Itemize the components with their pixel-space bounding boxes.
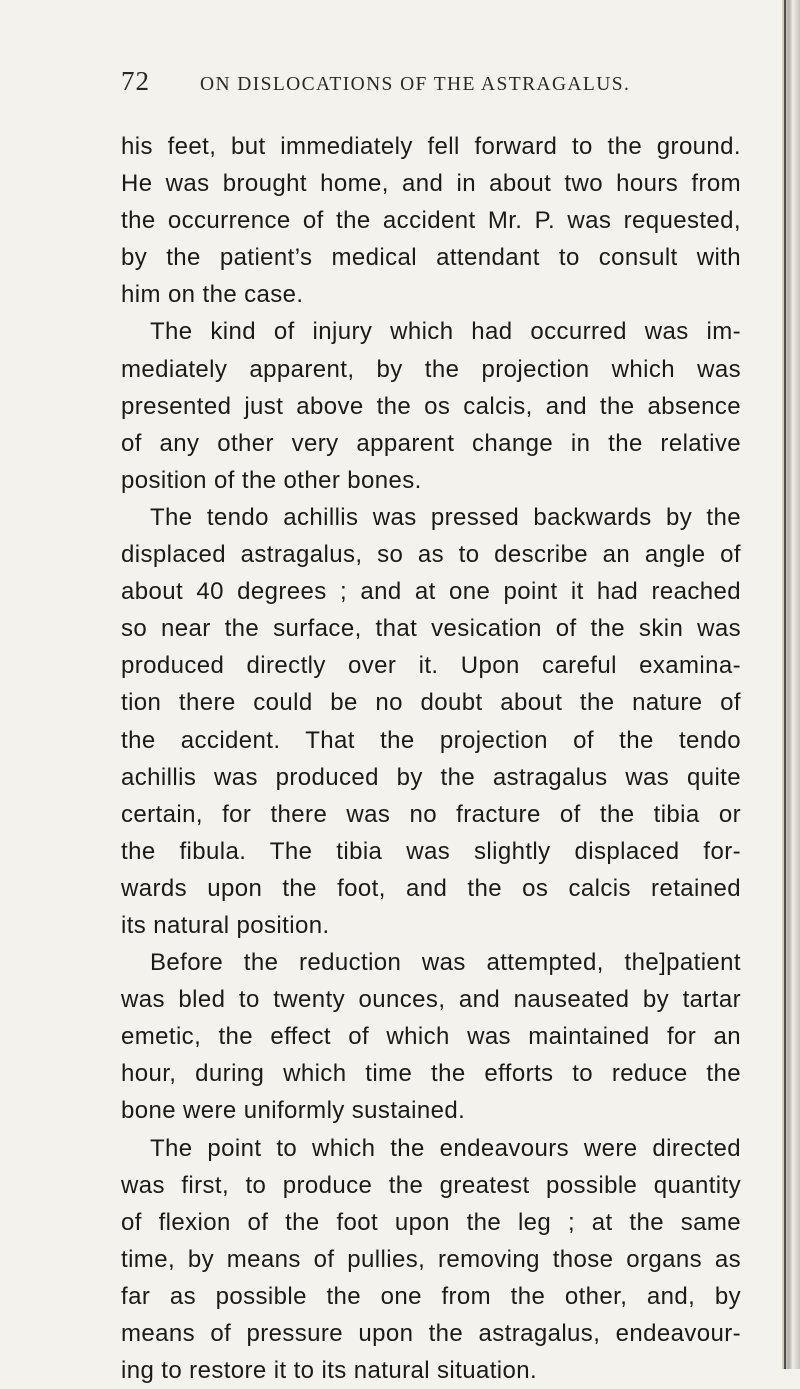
text-line: of any other very apparent change in the relative bbox=[121, 429, 741, 457]
paragraph-start: The point to which the endeavours were directed bbox=[150, 1134, 741, 1162]
text-line: mediately apparent, by the projection which was bbox=[121, 355, 741, 383]
text-line: him on the case. bbox=[121, 281, 304, 309]
text-line: the occurrence of the accident Mr. P. was requested, bbox=[121, 207, 741, 235]
text-line: position of the other bones. bbox=[121, 466, 422, 494]
text-line: of flexion of the foot upon the leg ; at the same bbox=[121, 1208, 741, 1236]
text-line: its natural position. bbox=[121, 911, 330, 939]
text-line: the accident. That the projection of the tendo bbox=[121, 726, 741, 754]
binding-shadow-line bbox=[784, 0, 786, 1369]
paragraph-start: The kind of injury which had occurred was im- bbox=[150, 318, 741, 346]
running-title: ON DISLOCATIONS OF THE ASTRAGALUS. bbox=[200, 74, 631, 95]
text-line: the fibula. The tibia was slightly displaced for- bbox=[121, 837, 741, 865]
page-binding-edge bbox=[782, 0, 800, 1369]
text-line: tion there could be no doubt about the nature of bbox=[121, 689, 741, 717]
text-line: wards upon the foot, and the os calcis retained bbox=[121, 874, 741, 902]
text-line: hour, during which time the efforts to reduce the bbox=[121, 1060, 741, 1088]
text-line: certain, for there was no fracture of the tibia or bbox=[121, 800, 741, 828]
text-line: emetic, the effect of which was maintained for an bbox=[121, 1023, 741, 1051]
text-line: bone were uniformly sustained. bbox=[121, 1097, 466, 1125]
text-line: about 40 degrees ; and at one point it had reached bbox=[121, 578, 741, 606]
body-text bbox=[121, 128, 741, 1389]
text-line: ing to restore it to its natural situation. bbox=[121, 1357, 538, 1385]
text-line: presented just above the os calcis, and the absence bbox=[121, 392, 741, 420]
text-line: means of pressure upon the astragalus, endeavour- bbox=[121, 1320, 741, 1347]
text-line: displaced astragalus, so as to describe an angle of bbox=[121, 541, 741, 569]
paragraph-start: Before the reduction was attempted, the]patient bbox=[150, 949, 741, 977]
text-line: was first, to produce the greatest possible quantity bbox=[121, 1171, 741, 1199]
text-line: by the patient’s medical attendant to consult with bbox=[121, 244, 741, 272]
text-line: so near the surface, that vesication of the skin was bbox=[121, 615, 741, 643]
text-line: produced directly over it. Upon careful examina- bbox=[121, 652, 741, 680]
text-line: was bled to twenty ounces, and nauseated by tartar bbox=[121, 986, 741, 1014]
paragraph-start: The tendo achillis was pressed backwards by the bbox=[150, 503, 741, 531]
text-line: achillis was produced by the astragalus was quite bbox=[121, 763, 741, 791]
text-line: He was brought home, and in about two hours from bbox=[121, 170, 741, 198]
text-line: his feet, but immediately fell forward to the ground. bbox=[121, 133, 741, 160]
text-line: time, by means of pullies, removing those organs as bbox=[121, 1245, 741, 1273]
text-line: far as possible the one from the other, and, by bbox=[121, 1282, 741, 1310]
page-number: 72 bbox=[121, 66, 150, 96]
running-head bbox=[121, 66, 681, 106]
